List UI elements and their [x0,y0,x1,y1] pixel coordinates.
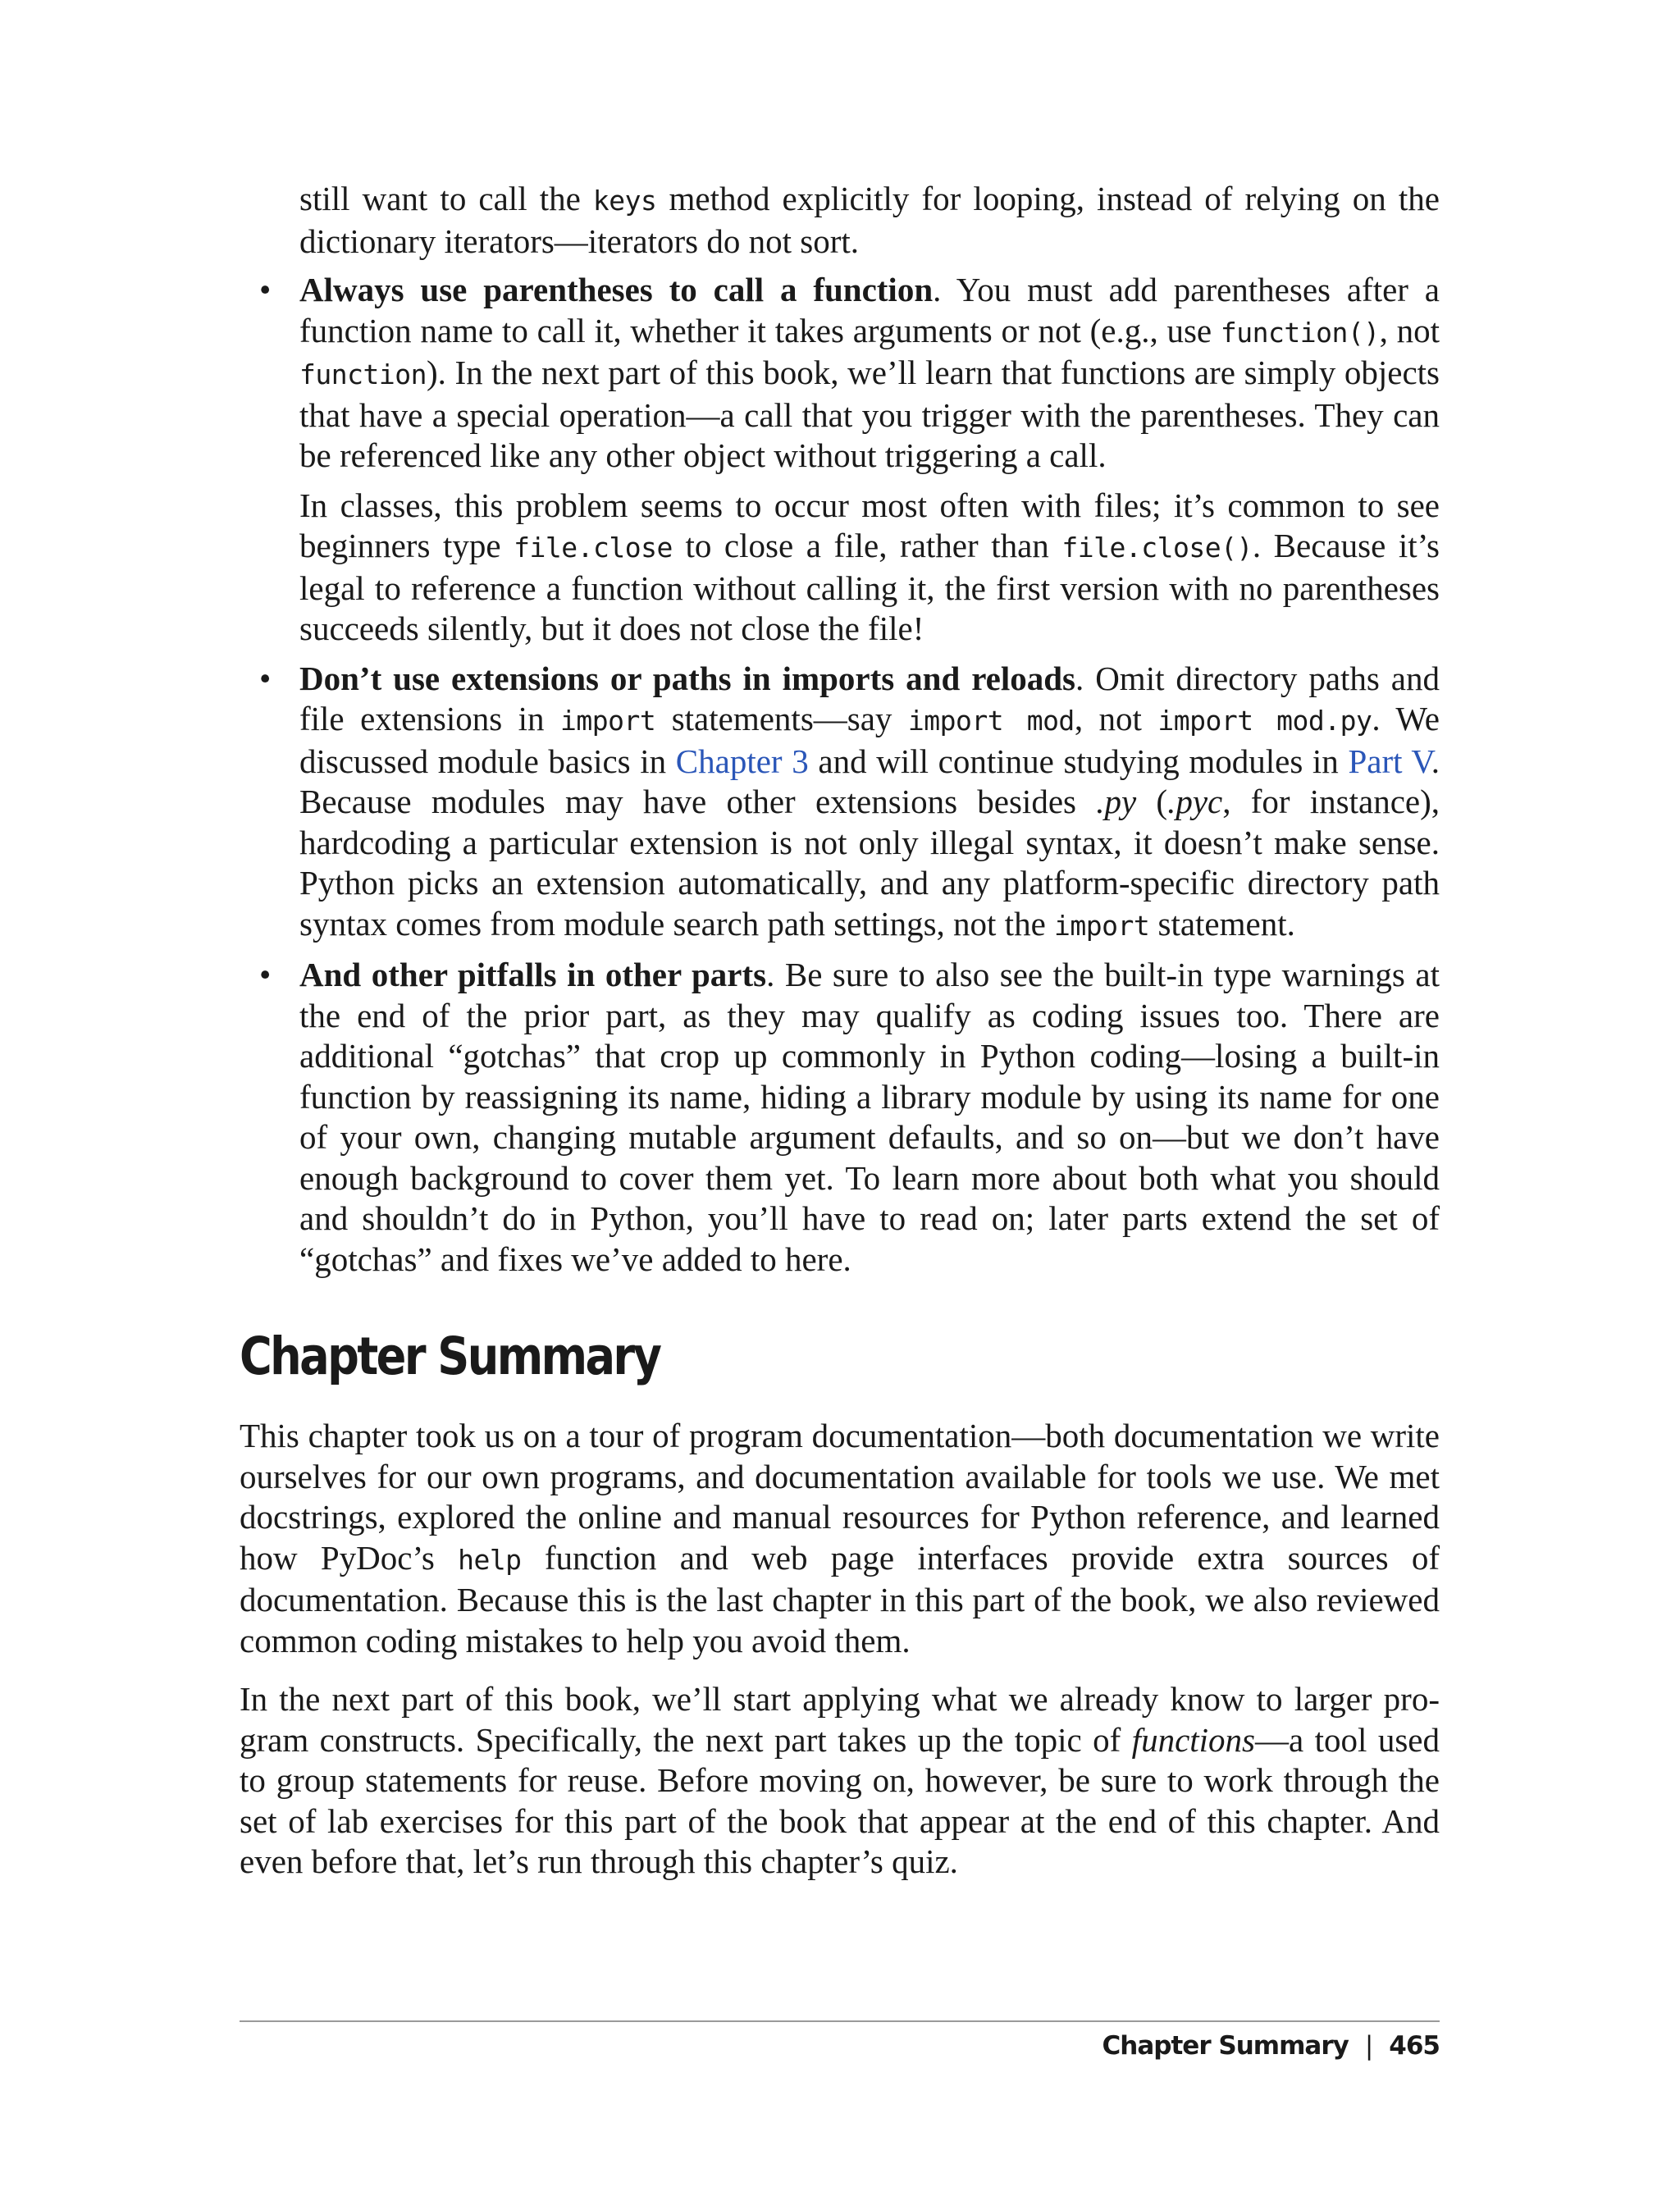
bullet-marker: • [259,956,272,993]
summary-paragraph-1: This chapter took us on a tour of program documentation—both documentation we write ourselves for our own programs, and documentation available for tools we use. We met docstrings, explored the online and manual resources for Python reference, and learned how PyDoc’s help function and web page interfaces provide extra sources of documentation. Because this is the last chapter in this part of the book, we also reviewed common coding mistakes to help you avoid them. [240,1417,1440,1659]
inline-code: file.close() [1061,532,1253,564]
summary-paragraph-2: In the next part of this book, we’ll start applying what we already know to larger program constructs. Specifically, the next part takes up the topic of functions—a tool used to group statements for reuse. Before moving on, however, be sure to work through the set of lab exercises for this part of the book that appear at the end of this chapter. And even before that, let’s run through this chapter’s quiz. [240,1680,1440,1880]
bullet-title: And other pitfalls in other parts [299,956,767,993]
bullet-marker: • [259,659,272,697]
footer-divider [240,2020,1440,2022]
bullet-marker: • [259,271,272,308]
bullet-parentheses: • Always use parentheses to call a function. You must add parentheses after a function name to call it, whether it takes arguments or not (e.g., use function(), not function). In the next part of this book, we’ll learn that functions are simply objects that have a special operation—a call that you trigger with the parentheses. They can be referenced like any other object without triggering a call. In classes, this problem seems to occur most often with files; it’s common to see beginners type file.close to close a file, rather than file.close(). Because it’s legal to reference a function without calling it, the first version with no parentheses succeeds silently, but it does not close the file! [299,270,1440,650]
pitfalls-bullet-list [259,270,1440,1280]
bullet-other-pitfalls: • And other pitfalls in other parts. Be sure to also see the built-in type warnings at the end of the prior part, as they may qualify as coding issues too. There are additional “gotchas” that crop up commonly in Python coding—losing a built-in function by reassigning its name, hiding a library module by using its name for one of your own, changing mutable argument defaults, and so on—but we don’t have enough background to cover them yet. To learn more about both what you should and shouldn’t do in Python, you’ll have to read on; later parts extend the set of “gotchas” and fixes we’ve added to here. [259,956,1440,1278]
continuation-paragraph: still want to call the keys method explicitly for looping, instead of relying on the dictionary iterators—iterators do not sort. [299,180,1440,260]
part-v-link[interactable]: Part V [1348,742,1431,780]
inline-code: function() [1220,316,1380,349]
page-footer [1102,2031,1440,2061]
inline-code: import mod.py [1157,705,1372,737]
summary-body [240,1416,1440,1883]
bullet-title: Don’t use extensions or paths in imports and reloads [299,659,1076,697]
inline-code: keys [592,185,657,217]
inline-code: function [299,358,427,390]
inline-code: import [560,705,656,737]
bullet-subparagraph: In classes, this problem seems to occur most often with files; it’s common to see beginners type file.close to close a file, rather than file.close(). Because it’s legal to reference a function without calling it, the first version with no parentheses succeeds silently, but it does not close the file! [299,486,1440,647]
inline-code: help [458,1543,522,1576]
bullet-title: Always use parentheses to call a function [299,271,934,308]
footer-section-title: Chapter Summary [1102,2031,1349,2061]
section-heading: Chapter Summary [240,1326,660,1386]
chapter-3-link[interactable]: Chapter 3 [675,742,809,780]
footer-separator: | [1364,2031,1373,2061]
inline-code: import [1054,909,1150,942]
inline-code: file.close [514,532,673,564]
inline-code: import mod [907,705,1075,737]
page-number: 465 [1389,2031,1440,2061]
bullet-imports: • Don’t use extensions or paths in imports and reloads. Omit directory paths and file extensions in import statements—say import mod, not import mod.py. We discussed module basics in Chapter 3 and will continue studying modules in Part V. Because modules may have other extensions besides .py (.pyc, for instance), hardcoding a particular extension is not only illegal syntax, it doesn’t make sense. Python picks an extension automatically, and any platform-specific directory path syntax comes from module search path settings, not the import statement. [259,659,1440,943]
